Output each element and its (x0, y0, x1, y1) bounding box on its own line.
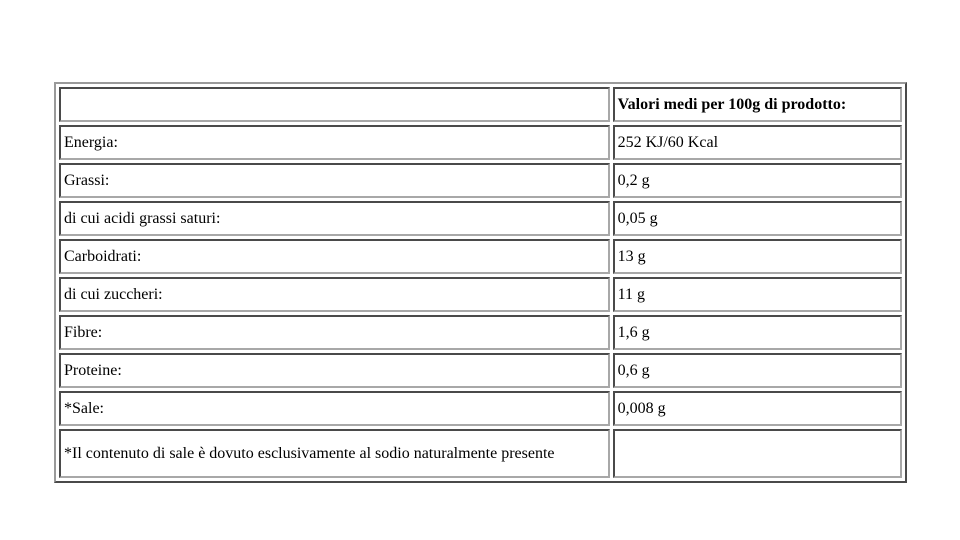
row-value: 0,2 g (613, 163, 902, 198)
row-label: di cui zuccheri: (59, 277, 610, 312)
row-label: Proteine: (59, 353, 610, 388)
row-value: 0,05 g (613, 201, 902, 236)
row-label: di cui acidi grassi saturi: (59, 201, 610, 236)
table-header-row (59, 87, 902, 122)
row-label: Energia: (59, 125, 610, 160)
footnote-value-cell (613, 429, 902, 478)
row-value: 1,6 g (613, 315, 902, 350)
row-label: Carboidrati: (59, 239, 610, 274)
table-row-zuccheri (59, 277, 902, 312)
row-value: 0,008 g (613, 391, 902, 426)
table-row-grassi (59, 163, 902, 198)
row-value: 252 KJ/60 Kcal (613, 125, 902, 160)
row-label: *Sale: (59, 391, 610, 426)
header-label-cell (59, 87, 610, 122)
table-row-energia (59, 125, 902, 160)
table-row-proteine (59, 353, 902, 388)
row-label: Fibre: (59, 315, 610, 350)
footnote-text: *Il contenuto di sale è dovuto esclusivamente al sodio naturalmente presente (59, 429, 610, 478)
header-value-cell: Valori medi per 100g di prodotto: (613, 87, 902, 122)
table-row-grassi-saturi (59, 201, 902, 236)
row-value: 0,6 g (613, 353, 902, 388)
row-value: 11 g (613, 277, 902, 312)
table-row-fibre (59, 315, 902, 350)
table-row-sale (59, 391, 902, 426)
nutrition-table (54, 82, 907, 483)
row-value: 13 g (613, 239, 902, 274)
row-label: Grassi: (59, 163, 610, 198)
table-row-footnote (59, 429, 902, 478)
table-row-carboidrati (59, 239, 902, 274)
